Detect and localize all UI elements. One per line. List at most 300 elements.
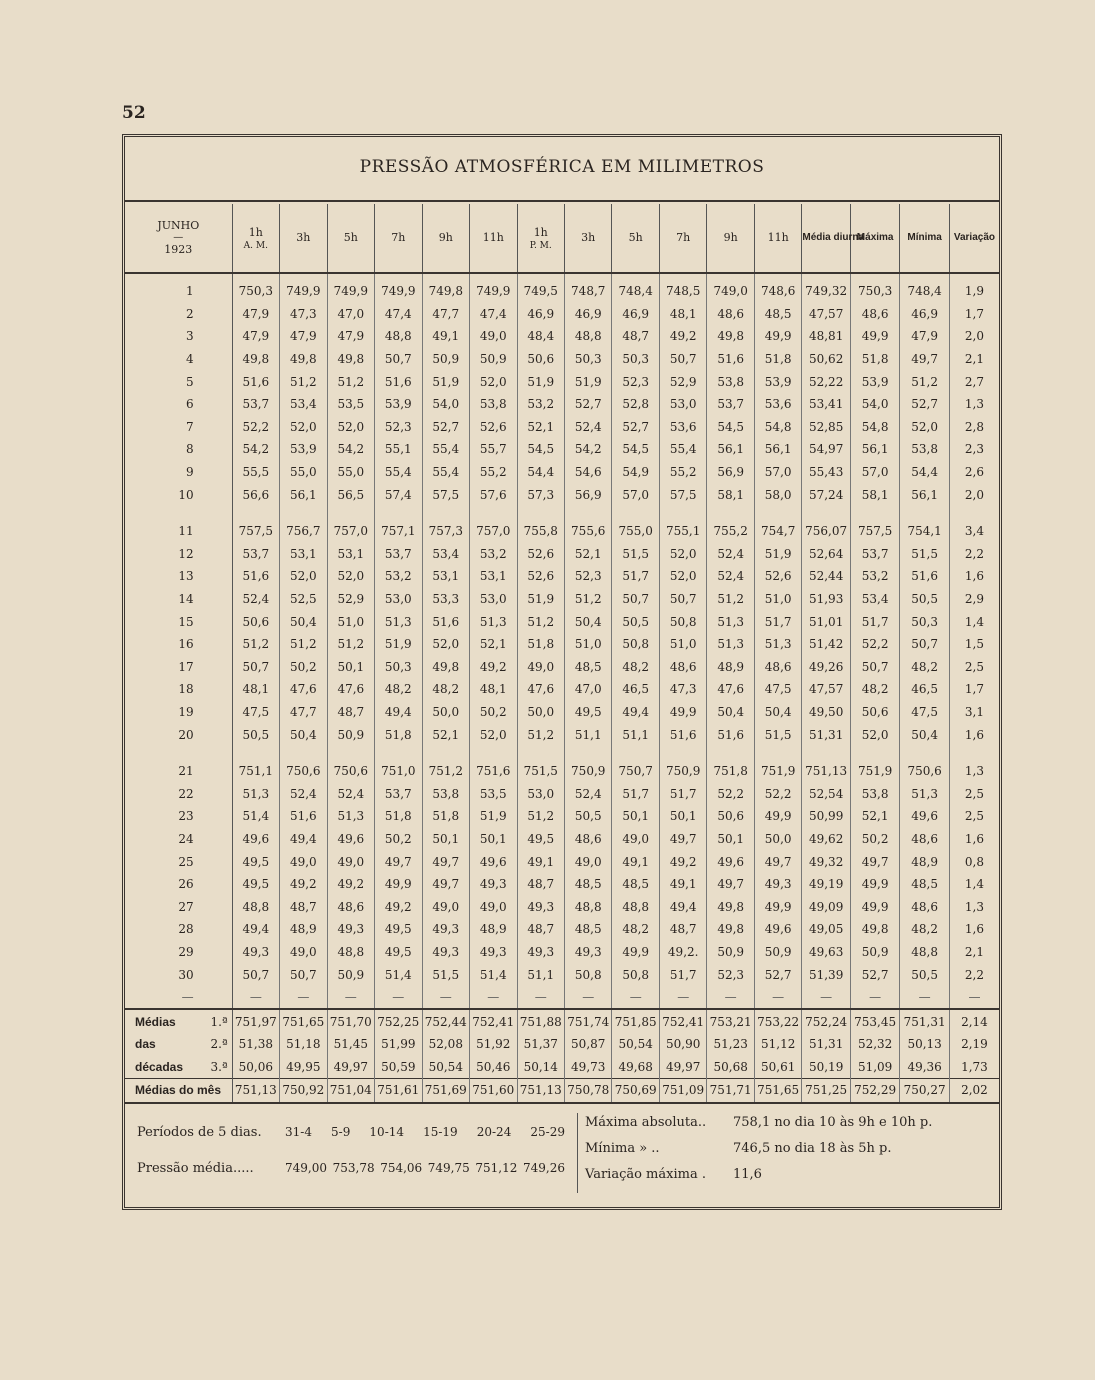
value-cell: 49,0: [422, 895, 469, 918]
table-row: [125, 370, 999, 393]
value-cell: 2,9: [964, 592, 984, 607]
value-cell: 55,4: [422, 461, 469, 484]
spacer-cell: [754, 746, 801, 760]
value-cell: 50,0: [422, 701, 469, 724]
value-cell: 52,3: [707, 963, 754, 986]
value-cell: 50,4: [280, 610, 327, 633]
max-absolute-value: 758,1 no dia 10 às 9h e 10h p.: [733, 1115, 933, 1130]
value-cell: 49,26: [802, 656, 850, 679]
spacer-cell: [850, 506, 900, 520]
spacer-cell: [280, 506, 327, 520]
decade-value: 50,68: [707, 1056, 754, 1079]
value-cell: 52,5: [280, 588, 327, 611]
value-cell: 49,0: [280, 941, 327, 964]
value-cell: 51,0: [754, 588, 801, 611]
table-row: [125, 873, 999, 896]
value-cell: 50,3: [612, 348, 659, 371]
value-cell: 51,3: [232, 782, 279, 805]
month-means-value: 750,78: [564, 1079, 611, 1103]
value-cell: 749,9: [327, 273, 374, 303]
value-cell: 53,8: [900, 438, 950, 461]
day-cell: 15: [125, 610, 232, 633]
value-cell: 51,5: [900, 543, 950, 566]
decade-value: 50,54: [422, 1056, 469, 1079]
decade-value: 751,65: [280, 1009, 327, 1033]
value-cell: 48,8: [564, 325, 611, 348]
header-hour: [564, 204, 611, 273]
value-cell: 50,5: [612, 610, 659, 633]
value-cell: 50,99: [802, 805, 850, 828]
value-cell: 51,0: [564, 633, 611, 656]
decade-value: 52,08: [422, 1033, 469, 1056]
value-cell: 53,9: [280, 438, 327, 461]
value-cell: 53,1: [280, 543, 327, 566]
day-cell: 16: [125, 633, 232, 656]
spacer-cell: [707, 746, 754, 760]
value-cell: 49,63: [802, 941, 850, 964]
value-cell: 49,50: [802, 701, 850, 724]
value-cell: 51,93: [802, 588, 850, 611]
value-cell: 49,6: [900, 805, 950, 828]
value-cell: 56,1: [850, 438, 900, 461]
value-cell: 55,4: [422, 438, 469, 461]
decade-value: 50,14: [517, 1056, 564, 1079]
value-cell: 50,4: [754, 701, 801, 724]
value-cell: 49,7: [659, 828, 706, 851]
value-cell: 52,4: [232, 588, 279, 611]
value-cell: 51,4: [470, 963, 517, 986]
header-hour-label: 3h: [581, 230, 596, 244]
month-means-value: 751,61: [375, 1079, 422, 1103]
value-cell: 1,7: [964, 306, 984, 321]
value-cell: 47,4: [375, 303, 422, 326]
decade-value: 752,44: [422, 1009, 469, 1033]
header-hour: [517, 204, 564, 273]
value-cell: 51,9: [422, 370, 469, 393]
value-cell: 49,6: [327, 828, 374, 851]
value-cell: 50,9: [327, 963, 374, 986]
summary-divider: [577, 1113, 578, 1193]
header-hour: [470, 204, 517, 273]
value-cell: 1,3: [964, 764, 984, 779]
day-cell: 8: [125, 438, 232, 461]
header-minima: Mínima: [900, 204, 950, 273]
spacer-cell: [707, 506, 754, 520]
value-cell: 51,9: [375, 633, 422, 656]
value-cell: 50,3: [375, 656, 422, 679]
dash-cell: —: [968, 990, 981, 1005]
header-hour: [375, 204, 422, 273]
value-cell: 53,3: [422, 588, 469, 611]
dash-cell: —: [375, 986, 422, 1010]
value-cell: 52,2: [850, 633, 900, 656]
value-cell: 50,7: [659, 588, 706, 611]
day-cell: 21: [125, 760, 232, 783]
value-cell: 48,8: [232, 895, 279, 918]
value-cell: 52,3: [375, 416, 422, 439]
value-cell: 49,9: [754, 895, 801, 918]
value-cell: 751,13: [802, 760, 850, 783]
table-row: [125, 520, 999, 543]
value-cell: 54,5: [612, 438, 659, 461]
value-cell: 49,8: [422, 656, 469, 679]
table-row: [125, 941, 999, 964]
value-cell: 56,6: [232, 483, 279, 506]
table-row: [125, 963, 999, 986]
value-cell: 51,9: [517, 370, 564, 393]
value-cell: 55,2: [470, 461, 517, 484]
value-cell: 755,1: [659, 520, 706, 543]
value-cell: 53,41: [802, 393, 850, 416]
value-cell: 54,4: [900, 461, 950, 484]
value-cell: 53,0: [659, 393, 706, 416]
value-cell: 50,4: [564, 610, 611, 633]
value-cell: 49,5: [375, 941, 422, 964]
value-cell: 53,0: [470, 588, 517, 611]
value-cell: 50,7: [612, 588, 659, 611]
value-cell: 47,57: [802, 303, 850, 326]
value-cell: 50,4: [707, 701, 754, 724]
decade-value: 50,54: [612, 1033, 659, 1056]
value-cell: 49,8: [232, 348, 279, 371]
decade-ordinal: 2.ª: [210, 1037, 228, 1052]
value-cell: 55,0: [327, 461, 374, 484]
value-cell: 52,7: [612, 416, 659, 439]
decade-value: 49,95: [280, 1056, 327, 1079]
table-row: [125, 543, 999, 566]
day-cell: 9: [125, 461, 232, 484]
value-cell: 56,9: [707, 461, 754, 484]
header-hour: [280, 204, 327, 273]
value-cell: 50,3: [564, 348, 611, 371]
value-cell: 53,8: [707, 370, 754, 393]
value-cell: 51,2: [517, 610, 564, 633]
value-cell: 55,4: [375, 461, 422, 484]
value-cell: 47,0: [564, 678, 611, 701]
value-cell: 748,4: [900, 273, 950, 303]
value-cell: 51,1: [564, 723, 611, 746]
month-means-value: 750,92: [280, 1079, 327, 1103]
dash-cell: —: [707, 986, 754, 1010]
value-cell: 50,9: [707, 941, 754, 964]
value-cell: 51,3: [375, 610, 422, 633]
value-cell: 51,0: [659, 633, 706, 656]
value-cell: 50,9: [327, 723, 374, 746]
value-cell: 50,8: [612, 633, 659, 656]
table-row: [125, 348, 999, 371]
value-cell: 47,5: [232, 701, 279, 724]
value-cell: 51,2: [280, 633, 327, 656]
table-row: [125, 325, 999, 348]
value-cell: 56,1: [707, 438, 754, 461]
value-cell: 52,0: [850, 723, 900, 746]
value-cell: 49,19: [802, 873, 850, 896]
header-hour-period: P. M.: [529, 240, 552, 251]
max-variation: [585, 1167, 762, 1182]
spacer-cell: [659, 746, 706, 760]
month-means-value: 751,71: [707, 1079, 754, 1103]
header-hour-label: 11h: [767, 230, 789, 244]
value-cell: 49,1: [422, 325, 469, 348]
value-cell: 49,2: [375, 895, 422, 918]
decade-value: 753,45: [850, 1009, 900, 1033]
value-cell: 48,81: [802, 325, 850, 348]
value-cell: 757,3: [422, 520, 469, 543]
value-cell: 1,7: [964, 682, 984, 697]
value-cell: 51,0: [327, 610, 374, 633]
period-value: 25-29: [530, 1125, 565, 1139]
value-cell: 49,6: [470, 850, 517, 873]
value-cell: 50,7: [232, 963, 279, 986]
value-cell: 57,0: [850, 461, 900, 484]
value-cell: 49,3: [564, 941, 611, 964]
value-cell: 52,2: [754, 782, 801, 805]
value-cell: 51,9: [564, 370, 611, 393]
spacer-cell: [754, 506, 801, 520]
value-cell: 48,7: [327, 701, 374, 724]
value-cell: 51,6: [232, 370, 279, 393]
value-cell: 51,8: [517, 633, 564, 656]
value-cell: 51,5: [422, 963, 469, 986]
dash-cell: —: [754, 986, 801, 1010]
value-cell: 50,1: [707, 828, 754, 851]
value-cell: 54,2: [232, 438, 279, 461]
value-cell: 49,6: [232, 828, 279, 851]
value-cell: 49,0: [280, 850, 327, 873]
value-cell: 53,0: [517, 782, 564, 805]
value-cell: 1,4: [964, 614, 984, 629]
spacer-cell: [327, 506, 374, 520]
value-cell: 50,0: [754, 828, 801, 851]
table-body: [125, 273, 999, 1103]
month-means-value: 751,09: [659, 1079, 706, 1103]
value-cell: 48,5: [564, 873, 611, 896]
header-hour-label: 1h: [533, 225, 548, 239]
value-cell: 48,9: [900, 850, 950, 873]
value-cell: 55,5: [232, 461, 279, 484]
value-cell: 48,6: [754, 656, 801, 679]
header-dash: —: [173, 232, 184, 243]
value-cell: 749,32: [802, 273, 850, 303]
value-cell: 54,97: [802, 438, 850, 461]
period-value: 10-14: [369, 1125, 405, 1139]
month-means-value: 751,65: [754, 1079, 801, 1103]
spacer-cell: [802, 746, 850, 760]
value-cell: 754,7: [754, 520, 801, 543]
value-cell: 51,8: [754, 348, 801, 371]
value-cell: 756,7: [280, 520, 327, 543]
value-cell: 47,9: [232, 303, 279, 326]
table-row: [125, 438, 999, 461]
decade-label-text: Médias: [135, 1014, 176, 1029]
value-cell: 49,7: [422, 873, 469, 896]
day-cell: 1: [125, 273, 232, 303]
pressure-mean-value: 751,12: [475, 1161, 518, 1175]
decade-value: 51,12: [754, 1033, 801, 1056]
table-row: [125, 656, 999, 679]
value-cell: 51,8: [850, 348, 900, 371]
value-cell: 49,0: [612, 828, 659, 851]
value-cell: 751,2: [422, 760, 469, 783]
value-cell: 51,3: [754, 633, 801, 656]
value-cell: 50,1: [612, 805, 659, 828]
value-cell: 53,6: [754, 393, 801, 416]
value-cell: 50,7: [659, 348, 706, 371]
value-cell: 49,9: [850, 895, 900, 918]
value-cell: 55,43: [802, 461, 850, 484]
value-cell: 49,3: [422, 941, 469, 964]
value-cell: 47,3: [659, 678, 706, 701]
value-cell: 51,3: [707, 610, 754, 633]
value-cell: 49,2.: [659, 941, 706, 964]
decade-label-text: das: [135, 1037, 156, 1052]
value-cell: 51,6: [375, 370, 422, 393]
value-cell: 50,8: [659, 610, 706, 633]
dash-cell: —: [232, 986, 279, 1010]
value-cell: 48,2: [900, 656, 950, 679]
decade-label-text: décadas: [135, 1059, 184, 1074]
value-cell: 50,2: [375, 828, 422, 851]
table-row: [125, 805, 999, 828]
value-cell: 55,7: [470, 438, 517, 461]
value-cell: 58,1: [850, 483, 900, 506]
decade-row: [125, 1009, 999, 1033]
spacer-cell: [232, 506, 279, 520]
value-cell: 749,9: [280, 273, 327, 303]
value-cell: 52,1: [850, 805, 900, 828]
value-cell: 749,9: [470, 273, 517, 303]
value-cell: 48,5: [754, 303, 801, 326]
value-cell: 52,85: [802, 416, 850, 439]
period-value: 5-9: [331, 1125, 351, 1139]
spacer-row: [125, 746, 999, 760]
header-hour-label: 9h: [723, 230, 738, 244]
value-cell: 51,7: [659, 963, 706, 986]
value-cell: 58,0: [754, 483, 801, 506]
value-cell: 48,7: [612, 325, 659, 348]
value-cell: 53,5: [470, 782, 517, 805]
value-cell: 1,6: [964, 569, 984, 584]
value-cell: 750,6: [327, 760, 374, 783]
value-cell: 48,8: [612, 895, 659, 918]
spacer-cell: [517, 506, 564, 520]
value-cell: 47,7: [422, 303, 469, 326]
decade-row: [125, 1033, 999, 1056]
value-cell: 757,0: [470, 520, 517, 543]
value-cell: 50,7: [280, 963, 327, 986]
value-cell: 50,9: [754, 941, 801, 964]
value-cell: 51,2: [517, 805, 564, 828]
min-absolute-value: 746,5 no dia 18 às 5h p.: [733, 1141, 892, 1156]
max-variation-value: 11,6: [733, 1167, 762, 1182]
month-means-value: 751,13: [517, 1079, 564, 1103]
month-means-value: 751,60: [470, 1079, 517, 1103]
value-cell: 49,1: [517, 850, 564, 873]
value-cell: 49,2: [470, 656, 517, 679]
decade-value: 753,21: [707, 1009, 754, 1033]
decade-value: 752,24: [802, 1009, 850, 1033]
header-maxima: Máxima: [850, 204, 900, 273]
dash-cell: —: [327, 986, 374, 1010]
value-cell: 49,8: [707, 918, 754, 941]
value-cell: 3,1: [964, 704, 984, 719]
value-cell: 52,54: [802, 782, 850, 805]
header-hour: [232, 204, 279, 273]
day-cell: 4: [125, 348, 232, 371]
value-cell: 51,2: [707, 588, 754, 611]
value-cell: 51,3: [470, 610, 517, 633]
value-cell: 52,6: [517, 543, 564, 566]
value-cell: 51,8: [375, 723, 422, 746]
month-means-value: 750,27: [900, 1079, 950, 1103]
value-cell: 48,2: [612, 656, 659, 679]
value-cell: 47,6: [707, 678, 754, 701]
value-cell: 47,57: [802, 678, 850, 701]
value-cell: 51,9: [754, 543, 801, 566]
value-cell: 48,2: [612, 918, 659, 941]
value-cell: 48,1: [470, 678, 517, 701]
value-cell: 51,9: [470, 805, 517, 828]
day-cell: 28: [125, 918, 232, 941]
value-cell: 49,9: [754, 325, 801, 348]
day-cell: 11: [125, 520, 232, 543]
value-cell: 47,3: [280, 303, 327, 326]
table-row: [125, 416, 999, 439]
value-cell: 56,5: [327, 483, 374, 506]
table-row: [125, 828, 999, 851]
value-cell: 52,6: [754, 565, 801, 588]
decade-value: 50,90: [659, 1033, 706, 1056]
decade-value: 2,19: [961, 1037, 988, 1052]
value-cell: 57,0: [754, 461, 801, 484]
period-value: 15-19: [423, 1125, 458, 1139]
dash-cell: —: [850, 986, 900, 1010]
value-cell: 51,3: [327, 805, 374, 828]
value-cell: 49,9: [375, 873, 422, 896]
value-cell: 1,6: [964, 922, 984, 937]
value-cell: 48,2: [900, 918, 950, 941]
value-cell: 49,1: [612, 850, 659, 873]
value-cell: 55,1: [375, 438, 422, 461]
spacer-cell: [125, 506, 232, 520]
value-cell: 49,9: [612, 941, 659, 964]
value-cell: 48,6: [564, 828, 611, 851]
spacer-cell: [422, 746, 469, 760]
value-cell: 52,0: [280, 416, 327, 439]
month-means-value: 751,04: [327, 1079, 374, 1103]
value-cell: 2,8: [964, 419, 984, 434]
value-cell: 49,9: [659, 701, 706, 724]
header-hour: [659, 204, 706, 273]
value-cell: 57,5: [422, 483, 469, 506]
periods-label: Períodos de 5 dias.: [137, 1125, 262, 1140]
dash-cell: —: [470, 986, 517, 1010]
value-cell: 57,24: [802, 483, 850, 506]
value-cell: 751,6: [470, 760, 517, 783]
value-cell: 49,0: [517, 656, 564, 679]
pressure-mean-label: Pressão média.....: [137, 1161, 254, 1176]
value-cell: 48,2: [850, 678, 900, 701]
spacer-cell: [470, 506, 517, 520]
value-cell: 50,8: [612, 963, 659, 986]
value-cell: 55,2: [659, 461, 706, 484]
month-means-value: 751,13: [232, 1079, 279, 1103]
value-cell: 2,6: [964, 465, 984, 480]
value-cell: 49,3: [517, 941, 564, 964]
spacer-cell: [900, 746, 950, 760]
value-cell: 54,9: [612, 461, 659, 484]
value-cell: 57,5: [659, 483, 706, 506]
